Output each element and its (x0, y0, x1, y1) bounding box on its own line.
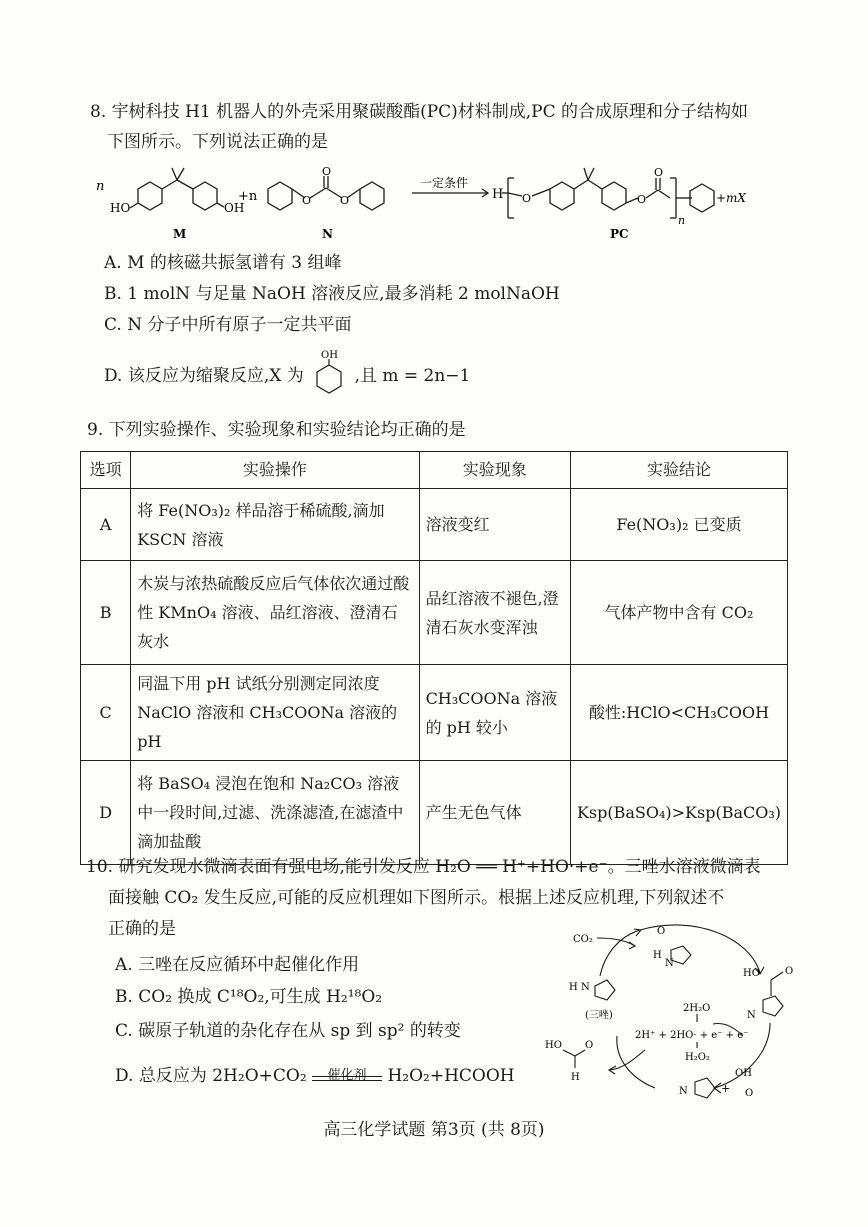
q8-reaction-scheme (90, 160, 790, 250)
table-row (81, 665, 788, 761)
diag-right-o: O (785, 966, 794, 977)
q10-option-b: B. CO₂ 换成 C¹⁸O₂,可生成 H₂¹⁸O₂ (115, 987, 383, 1007)
table-row (81, 561, 788, 665)
diag-formic-ho: HO (545, 1040, 562, 1051)
cell-option: B (81, 561, 131, 665)
diag-left-h: H (569, 982, 578, 993)
cell-operation: 将 BaSO₄ 浸泡在饱和 Na₂CO₃ 溶液中一段时间,过滤、洗涤滤渣,在滤渣中滴加盐酸 (131, 761, 419, 865)
pc-sub-n: n (678, 214, 686, 227)
diag-mid: 2H⁺ + 2HO· + e⁻ + e⁻ (635, 1030, 749, 1041)
phenol-structure (309, 349, 349, 395)
coef-n2: +n (238, 189, 258, 204)
phenol-oh: OH (321, 350, 339, 361)
diag-bottom-oh: OH (735, 1068, 752, 1079)
table-row (81, 761, 788, 865)
label-m: M (173, 227, 187, 241)
header-phenomenon: 实验现象 (419, 452, 570, 489)
label-n: N (322, 227, 333, 241)
diag-triazole: (三唑) (585, 1010, 613, 1021)
page-footer: 高三化学试题 第3页 (共 8页) (323, 1120, 545, 1140)
q8-option-b: B. 1 molN 与足量 NaOH 溶液反应,最多消耗 2 molNaOH (104, 284, 560, 304)
n-o3: O (340, 194, 350, 207)
q8-option-c: C. N 分子中所有原子一定共平面 (104, 315, 352, 335)
cell-operation: 木炭与浓热硫酸反应后气体依次通过酸性 KMnO₄ 溶液、品红溶液、澄清石灰水 (131, 561, 419, 665)
diag-top-o: O (657, 926, 666, 937)
q10-option-d-pre: D. 总反应为 2H₂O+CO₂ (115, 1066, 307, 1086)
cell-option: A (81, 489, 131, 561)
cell-conclusion: Ksp(BaSO₄)>Ksp(BaCO₃) (570, 761, 787, 865)
q10-option-d (115, 1065, 515, 1087)
pc-h: H (492, 187, 504, 202)
diag-bottom-o: O (745, 1088, 754, 1099)
diag-plus: + (721, 1082, 731, 1095)
header-option: 选项 (81, 452, 131, 489)
m-oh: OH (224, 201, 245, 215)
diag-bottom-n: N (679, 1086, 688, 1097)
cell-conclusion: Fe(NO₃)₂ 已变质 (570, 489, 787, 561)
cell-phenomenon: 产生无色气体 (419, 761, 570, 865)
q8-option-d (104, 350, 471, 395)
pc-o2: O (637, 193, 647, 206)
table-header-row (81, 452, 788, 489)
n-o2: O (322, 165, 332, 178)
q9-table (80, 451, 788, 865)
cell-option: C (81, 665, 131, 761)
pc-o3: O (654, 166, 664, 179)
m-ho: HO (110, 201, 131, 215)
q10-option-a: A. 三唑在反应循环中起催化作用 (115, 955, 360, 975)
q8-stem-line1: 8. 宇树科技 H1 机器人的外壳采用聚碳酸酯(PC)材料制成,PC 的合成原理和分子结构如 (90, 102, 749, 122)
cell-phenomenon: 溶液变红 (419, 489, 570, 561)
q8-stem-line2: 下图所示。下列说法正确的是 (107, 132, 328, 152)
catalyst-label: 催化剂 (327, 1068, 367, 1083)
cell-option: D (81, 761, 131, 865)
cell-phenomenon: CH₃COONa 溶液的 pH 较小 (419, 665, 570, 761)
q8-option-a: A. M 的核磁共振氢谱有 3 组峰 (104, 253, 342, 273)
label-pc: PC (610, 227, 629, 241)
cell-conclusion: 酸性:HClO<CH₃COOH (570, 665, 787, 761)
q10-option-c: C. 碳原子轨道的杂化存在从 sp 到 sp² 的转变 (115, 1021, 461, 1041)
diag-formic-o: O (585, 1040, 594, 1051)
pc-plus-mx: +mX (716, 191, 746, 205)
diag-co2: CO₂ (573, 934, 593, 945)
q10-stem-line3: 正确的是 (108, 919, 176, 939)
cell-operation: 同温下用 pH 试纸分别测定同浓度 NaClO 溶液和 CH₃COONa 溶液的 pH (131, 665, 419, 761)
cell-phenomenon: 品红溶液不褪色,澄清石灰水变浑浊 (419, 561, 570, 665)
diag-right-ho: HO (743, 968, 760, 979)
diag-formic-h: H (571, 1072, 580, 1083)
q10-option-d-post: H₂O₂+HCOOH (387, 1066, 515, 1086)
q8-option-d-post: ,且 m = 2n−1 (354, 366, 471, 386)
coef-n1: n (96, 179, 105, 194)
pc-o1: O (522, 192, 532, 205)
diag-h2o2: H₂O₂ (685, 1052, 710, 1063)
diag-top-n: N (665, 958, 674, 969)
cell-conclusion: 气体产物中含有 CO₂ (570, 561, 787, 665)
header-conclusion: 实验结论 (570, 452, 787, 489)
condition: 一定条件 (420, 176, 469, 190)
table-row (81, 489, 788, 561)
diag-top-h: H (653, 950, 662, 961)
q10-stem-line1: 10. 研究发现水微滴表面有强电场,能引发反应 H₂O ══ H⁺+HO·+e⁻。三唑水溶液微滴表 (86, 857, 761, 877)
q9-stem: 9. 下列实验操作、实验现象和实验结论均正确的是 (87, 420, 466, 440)
diag-right-n: N (747, 1010, 756, 1021)
q10-stem-line2: 面接触 CO₂ 发生反应,可能的反应机理如下图所示。根据上述反应机理,下列叙述不 (108, 888, 725, 908)
q8-option-d-pre: D. 该反应为缩聚反应,X 为 (104, 366, 304, 386)
cell-operation: 将 Fe(NO₃)₂ 样品溶于稀硫酸,滴加 KSCN 溶液 (131, 489, 419, 561)
header-operation: 实验操作 (131, 452, 419, 489)
q10-mechanism-diagram (545, 918, 805, 1108)
n-o1: O (302, 194, 312, 207)
diag-left-n: N (581, 982, 590, 993)
diag-h2o: 2H₂O (683, 1003, 711, 1014)
